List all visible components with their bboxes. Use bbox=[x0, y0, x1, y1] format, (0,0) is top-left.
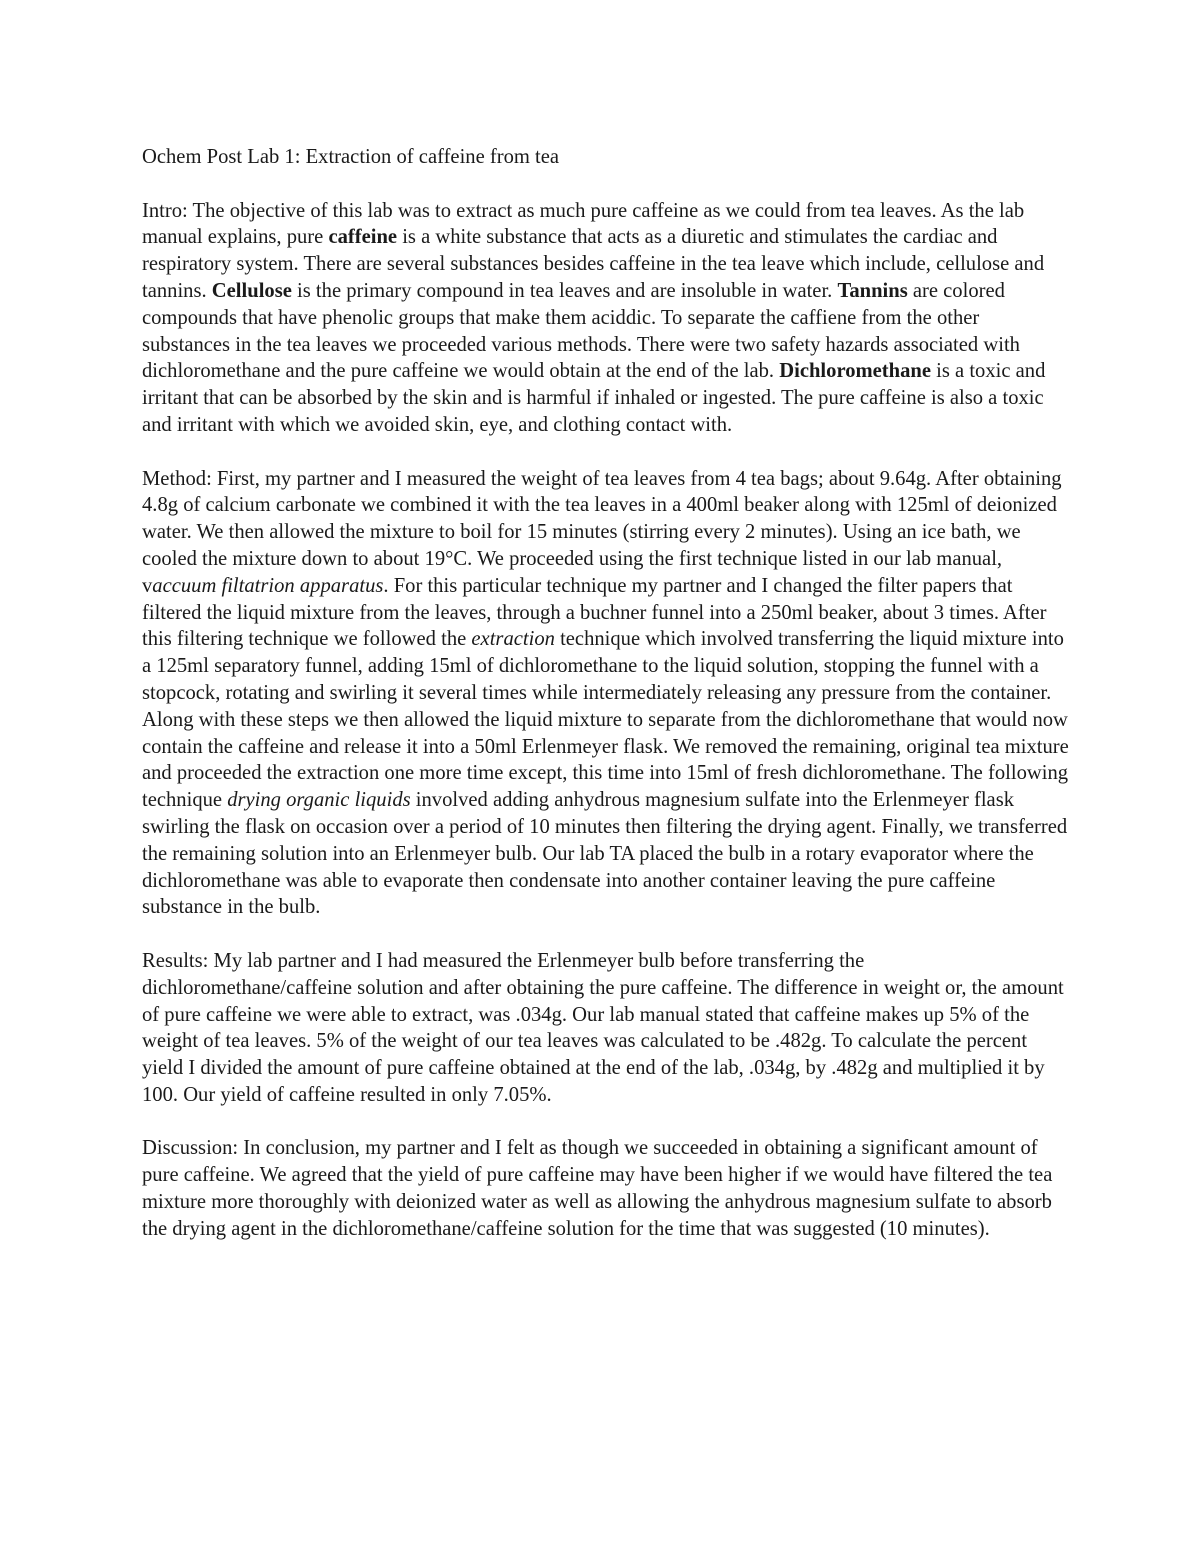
intro-term-dichloromethane: Dichloromethane bbox=[779, 360, 932, 383]
document-title: Ochem Post Lab 1: Extraction of caffeine from tea bbox=[142, 146, 560, 168]
intro-text-5: is a toxic and irritant that can be absorbed by the skin and is harmful if inhaled or ingested. The pure caffeine is also a toxic and irritant with which we avoided skin, eye, and clothing contact with. bbox=[142, 360, 1046, 436]
intro-term-cellulose: Cellulose bbox=[211, 279, 292, 302]
intro-text-2: is a white substance that acts as a diuretic and stimulates the cardiac and respiratory system. There are several substances besides caffeine in the tea leave which include, cellulose and tannins. bbox=[142, 226, 1045, 302]
method-text-2: . For this particular technique my partner and I changed the filter papers that filtered the liquid mixture from the leaves, through a buchner funnel into a 250ml beaker, about 3 times. After this filtering technique we followed the bbox=[142, 574, 1047, 651]
method-text-3: technique which involved transferring the liquid mixture into a 125ml separatory funnel, adding 15ml of dichloromethane to the liquid solution, stopping the funnel with a stopcock, rotating and swirling it several times while intermediately releasing any pressure from the container. Along with these steps we then allowed the liquid mixture to separate from the dichloromethane that would now contain the caffeine and release it into a 50ml Erlenmeyer flask. We removed the remaining, original tea mixture and proceeded the extraction one more time except, this time into 15ml of fresh dichloromethane. The following technique bbox=[142, 628, 1069, 812]
intro-paragraph bbox=[142, 198, 1072, 439]
intro-text-4: are colored compounds that have phenolic groups that make them aciddic. To separate the caffiene from the other substances in the tea leaves we proceeded various methods. There were two safety hazards associated with dichloromethane and the pure caffeine we would obtain at the end of the lab. bbox=[142, 279, 1020, 383]
intro-text-1: Intro: The objective of this lab was to extract as much pure caffeine as we could from tea leaves. As the lab manual explains, pure bbox=[142, 199, 1025, 249]
document-body bbox=[142, 144, 1072, 1243]
method-paragraph bbox=[142, 466, 1072, 922]
intro-term-tannins: Tannins bbox=[837, 279, 908, 302]
method-text-4: involved adding anhydrous magnesium sulfate into the Erlenmeyer flask swirling the flask on occasion over a period of 10 minutes then filtering the drying agent. Finally, we transferred the remaining solution into an Erlenmeyer bulb. Our lab TA placed the bulb in a rotary evaporator where the dichloromethane was able to evaporate then condensate into another container leaving the pure caffeine substance in the bulb. bbox=[142, 789, 1068, 919]
intro-term-caffeine: caffeine bbox=[328, 226, 398, 249]
intro-text-3: is the primary compound in tea leaves and are insoluble in water. bbox=[291, 279, 838, 302]
method-term-drying-organic-liquids: drying organic liquids bbox=[227, 789, 411, 812]
discussion-paragraph: Discussion: In conclusion, my partner and I felt as though we succeeded in obtaining a significant amount of pure caffeine. We agreed that the yield of pure caffeine may have been higher if we would have filtered the tea mixture more thoroughly with deionized water as well as allowing the anhydrous magnesium sulfate to absorb the drying agent in the dichloromethane/caffeine solution for the time that was suggested (10 minutes). bbox=[142, 1137, 1053, 1240]
method-term-vacuum-filtration: accuum filtatrion apparatus bbox=[152, 574, 384, 597]
method-term-extraction: extraction bbox=[471, 628, 555, 651]
results-paragraph: Results: My lab partner and I had measured the Erlenmeyer bulb before transferring the dichloromethane/caffeine solution and after obtaining the pure caffeine. The difference in weight or, the amount of pure caffeine we were able to extract, was .034g. Our lab manual stated that caffeine makes up 5% of the weight of tea leaves. 5% of the weight of our tea leaves was calculated to be .482g. To calculate the percent yield I divided the amount of pure caffeine obtained at the end of the lab, .034g, by .482g and multiplied it by 100. Our yield of caffeine resulted in only 7.05%. bbox=[142, 949, 1064, 1106]
method-text-1: Method: First, my partner and I measured the weight of tea leaves from 4 tea bags; about 9.64g. After obtaining 4.8g of calcium carbonate we combined it with the tea leaves in a 400ml beaker along with 125ml of deionized water. We then allowed the mixture to boil for 15 minutes (stirring every 2 minutes). Using an ice bath, we cooled the mixture down to about 19°C. We proceeded using the first technique listed in our lab manual, v bbox=[142, 467, 1062, 597]
